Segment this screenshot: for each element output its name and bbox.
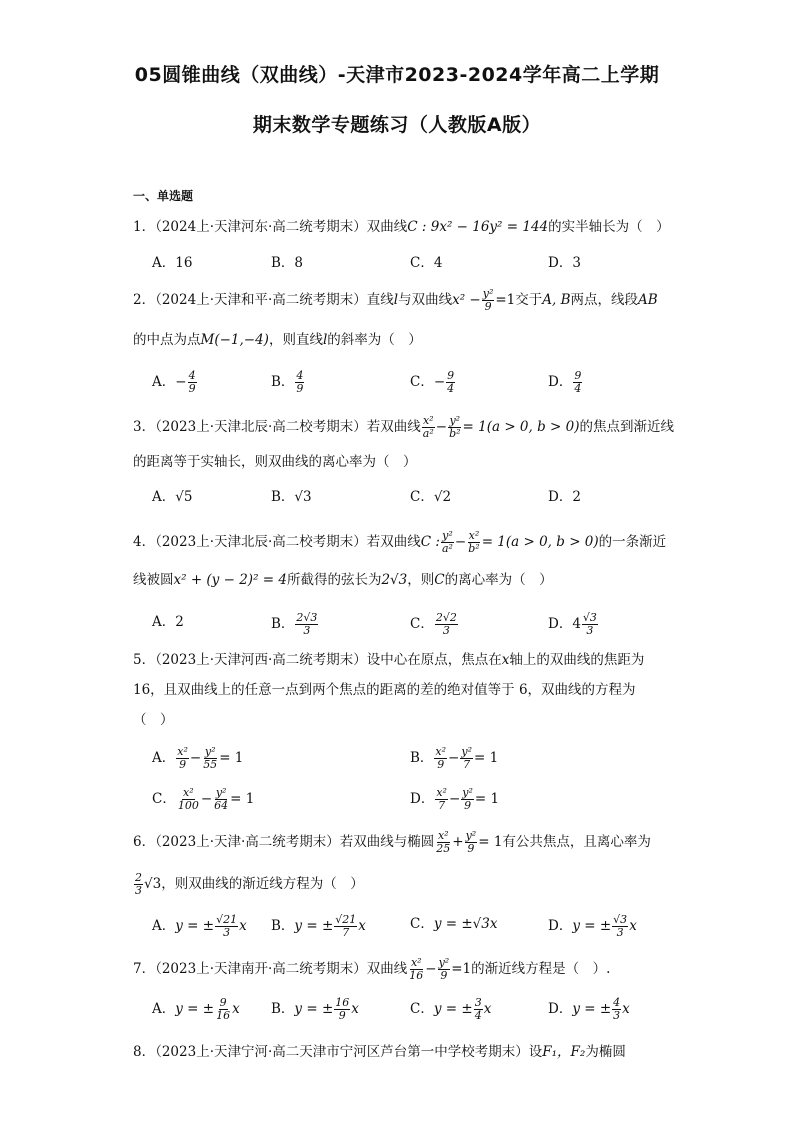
q4-option-c[interactable]: C． $\frac{2√2}{3}$: [410, 611, 457, 637]
q2-stem: 2．（2024上·天津和平·高二统考期末）直线: [133, 292, 394, 308]
question-8-line1: [133, 1042, 626, 1062]
q4-option-a[interactable]: A．2: [152, 614, 184, 630]
question-2-line1: [133, 288, 658, 313]
q2-eq-frac: $\frac{\text{y²}}{9}$: [482, 287, 494, 313]
q3-option-b[interactable]: B．√3: [271, 489, 312, 505]
q2-ask: 的斜率为（ ）: [327, 332, 422, 348]
q4-text3: 所截得的弦长为: [286, 572, 382, 588]
q3-condition: = 1(a > 0, b > 0): [462, 419, 580, 435]
question-5-line3: （ ）: [133, 712, 174, 728]
q2-text: 与双曲线: [398, 292, 453, 308]
q2-segment: AB: [638, 292, 658, 308]
q8-foci: F₁，F₂: [542, 1044, 586, 1060]
q8-text: 为椭圆: [585, 1044, 626, 1060]
question-3-line2: 的距离等于实轴长，则双曲线的离心率为（ ）: [133, 454, 417, 470]
doc-title-line2: 期末数学专题练习（人教版A版）: [252, 114, 542, 136]
q1-option-a[interactable]: A．16: [152, 255, 193, 271]
q2-line-l: l: [393, 292, 399, 308]
q4-chord: 2√3: [381, 572, 408, 588]
q7-option-c[interactable]: C．y = ± $\frac{3}{4}$ x: [410, 996, 492, 1022]
q7-option-d[interactable]: D．y = ± $\frac{4}{3}$ x: [548, 996, 630, 1022]
question-6-line2: $\frac{2}{3}$ √3，则双曲线的渐近线方程为（ ）: [135, 871, 364, 897]
q2-option-a[interactable]: A．− $\frac{4}{9}$: [152, 369, 196, 395]
q4-frac-x: $\frac{\text{x²}}{\text{b²}}$: [468, 529, 480, 555]
question-2-line2: [133, 330, 422, 350]
q4-option-b[interactable]: B． $\frac{2√3}{3}$: [271, 611, 318, 637]
q4-curve-c2: C: [434, 572, 445, 588]
q4-text4: ，则: [407, 572, 435, 588]
q4-text: 的一条渐近: [598, 534, 667, 550]
q5-option-a[interactable]: A． $\frac{\text{x²}}{9}$ − $\frac{\text{y²}}{55}$ = 1: [152, 745, 244, 771]
q2-points: A, B: [542, 292, 571, 308]
q4-frac-y: $\frac{\text{y²}}{\text{a²}}$: [441, 529, 453, 555]
q5-stem: 5．（2023上·天津河西·高二统考期末）设中心在原点，焦点在: [133, 652, 502, 668]
q5-option-b[interactable]: B． $\frac{\text{x²}}{9}$ − $\frac{\text{y²}}{7}$ = 1: [410, 745, 499, 771]
q6-frac-x: $\frac{\text{x²}}{25}$: [436, 829, 451, 855]
q1-stem: 1．（2024上·天津河东·高二统考期末）双曲线: [133, 219, 408, 235]
q7-ask: 的渐近线方程是（ ）.: [471, 961, 611, 977]
q6-ask: ，则双曲线的渐近线方程为（ ）: [161, 876, 364, 892]
q2-eq-x: x² −: [452, 292, 481, 308]
q6-stem: 6．（2023上·天津·高二统考期末）若双曲线与椭圆: [133, 834, 435, 850]
q2-text4: 的中点为点: [133, 332, 201, 348]
q1-option-c[interactable]: C．4: [410, 255, 443, 271]
q2-text2: 交于: [515, 292, 543, 308]
q3-stem: 3．（2023上·天津北辰·高二校考期末）若双曲线: [133, 419, 421, 435]
q5-text: 轴上的双曲线的焦距为: [509, 652, 645, 668]
q3-option-d[interactable]: D．2: [548, 489, 581, 505]
q3-option-c[interactable]: C．√2: [410, 489, 452, 505]
q6-option-c[interactable]: C．y = ±√3x: [410, 916, 498, 932]
q4-text2: 线被圆: [133, 572, 174, 588]
q2-option-c[interactable]: C．− $\frac{9}{4}$: [410, 369, 455, 395]
q2-text5: ，则直线: [268, 332, 323, 348]
question-7-line1: 7．（2023上·天津南开·高二统考期末）双曲线 $\frac{\text{x²}}{16}$ − $\frac{\text{y²}}{9}$ =1的渐近线方程是（ ）.: [133, 956, 611, 982]
q4-option-d[interactable]: D．4 $\frac{√3}{3}$: [548, 611, 597, 637]
question-1: [133, 217, 670, 237]
question-3-line1: 3．（2023上·天津北辰·高二校考期末）若双曲线 $\frac{\text{x²}}{\text{a²}}$ − $\frac{\text{y²}}{\text{b²}}$ = 1(a > 0, b > 0)的焦点到渐近线: [133, 414, 674, 440]
q5-axis: x: [501, 652, 510, 668]
q1-option-d[interactable]: D．3: [548, 255, 581, 271]
q2-midpoint: M(−1,−4): [200, 332, 269, 348]
q7-option-b[interactable]: B．y = ± $\frac{16}{9}$ x: [271, 996, 359, 1022]
q7-option-a[interactable]: A．y = ± $\frac{9}{16}$ x: [152, 996, 240, 1022]
q6-frac-y: $\frac{\text{y²}}{9}$: [465, 829, 477, 855]
q4-curve-c: C :: [420, 534, 440, 550]
question-4-line1: 4．（2023上·天津北辰·高二校考期末）若双曲线C : $\frac{\text{y²}}{\text{a²}}$ − $\frac{\text{x²}}{\text{b²}}$ = 1(a > 0, b > 0)的一条渐近: [133, 529, 667, 555]
q4-ask: 的离心率为（ ）: [444, 572, 553, 588]
q6-ecc-frac: $\frac{2}{3}$: [135, 871, 142, 897]
q1-equation: C : 9x² − 16y² = 144: [407, 219, 549, 235]
q7-frac-y: $\frac{\text{y²}}{9}$: [438, 956, 450, 982]
q6-text: 有公共焦点，且离心率为: [502, 834, 651, 850]
question-5-line2: 16，且双曲线上的任意一点到两个焦点的距离的差的绝对值等于 6，双曲线的方程为: [133, 682, 636, 698]
q4-stem: 4．（2023上·天津北辰·高二校考期末）若双曲线: [133, 534, 421, 550]
question-4-line2: [133, 570, 553, 590]
q8-stem: 8．（2023上·天津宁河·高二天津市宁河区芦台第一中学校考期末）设: [133, 1044, 543, 1060]
q4-circle: x² + (y − 2)² = 4: [173, 572, 287, 588]
q7-frac-x: $\frac{\text{x²}}{16}$: [409, 956, 424, 982]
section-heading: 一、单选题: [133, 189, 194, 203]
q2-line-l2: l: [322, 332, 328, 348]
q3-text: 的焦点到渐近线: [579, 419, 674, 435]
q1-option-b[interactable]: B．8: [271, 255, 304, 271]
question-6-line1: 6．（2023上·天津·高二统考期末）若双曲线与椭圆 $\frac{\text{x²}}{25}$ + $\frac{\text{y²}}{9}$ = 1有公共焦点，且离心率为: [133, 829, 651, 855]
q2-text3: 两点，线段: [570, 292, 639, 308]
question-5-line1: [133, 650, 644, 670]
q6-option-a[interactable]: A．y = ± $\frac{√21}{3}$ x: [152, 913, 247, 939]
q3-option-a[interactable]: A．√5: [152, 489, 193, 505]
doc-title-line1: 05圆锥曲线（双曲线）-天津市2023-2024学年高二上学期: [134, 64, 660, 86]
q2-option-d[interactable]: D． $\frac{9}{4}$: [548, 369, 582, 395]
q3-frac-y: $\frac{\text{y²}}{\text{b²}}$: [449, 414, 461, 440]
q6-option-d[interactable]: D．y = ± $\frac{√3}{3}$ x: [548, 913, 637, 939]
q2-option-b[interactable]: B． $\frac{4}{9}$: [271, 369, 304, 395]
q6-option-b[interactable]: B．y = ± $\frac{√21}{7}$ x: [271, 913, 366, 939]
q3-frac-x: $\frac{\text{x²}}{\text{a²}}$: [422, 414, 434, 440]
q2-eq-rhs: =1: [495, 292, 516, 308]
q1-ask: 的实半轴长为（ ）: [548, 219, 670, 235]
q5-option-c[interactable]: C． $\frac{\text{x²}}{100}$ − $\frac{\text{y²}}{64}$ = 1: [152, 786, 255, 812]
q4-condition: = 1(a > 0, b > 0): [481, 534, 599, 550]
q5-option-d[interactable]: D． $\frac{\text{x²}}{7}$ − $\frac{\text{y²}}{9}$ = 1: [410, 786, 500, 812]
q7-stem: 7．（2023上·天津南开·高二统考期末）双曲线: [133, 961, 408, 977]
